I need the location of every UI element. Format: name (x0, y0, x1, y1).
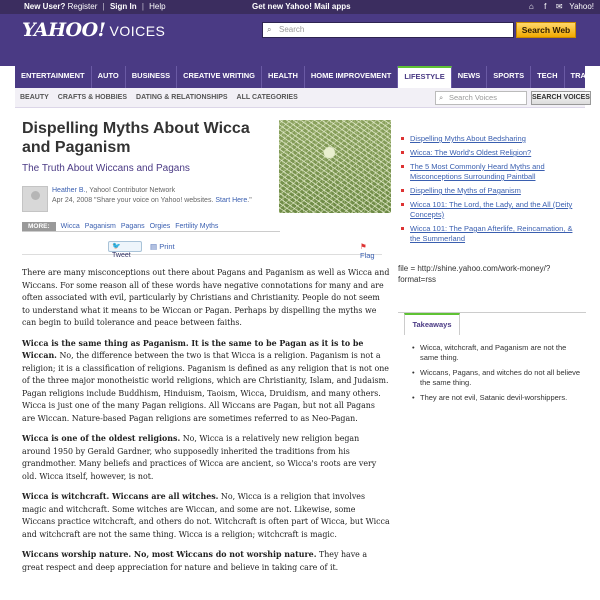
tag-link[interactable]: Orgies (149, 223, 171, 230)
nav-auto[interactable]: AUTO (92, 66, 126, 88)
tag-link[interactable]: Paganism (84, 223, 116, 230)
subnav-dating-relationships[interactable]: DATING & RELATIONSHIPS (136, 94, 228, 101)
related-link[interactable]: Dispelling Myths About Bedsharing (398, 134, 578, 144)
yahoo-voices-logo[interactable]: YAHOO! VOICES (22, 19, 166, 41)
subnav-all-categories[interactable]: ALL CATEGORIES (236, 94, 298, 101)
mail-promo-link[interactable]: Get new Yahoo! Mail apps (252, 2, 351, 11)
account-links: New User? Register | Sign In | Help (24, 2, 166, 11)
twitter-icon: 🐦 (112, 243, 121, 250)
tag-link[interactable]: Fertility Myths (175, 223, 219, 230)
related-articles (398, 134, 578, 248)
takeaway-item: • Wicca, witchcraft, and Paganism are not the same thing. (412, 343, 584, 362)
home-icon[interactable]: ⌂ (528, 2, 534, 11)
related-link[interactable]: Dispelling the Myths of Paganism (398, 186, 578, 196)
author-link[interactable]: Heather B. (52, 187, 86, 194)
takeaway-item: • Wiccans, Pagans, and witches do not all believe the same thing. (412, 368, 584, 387)
nav-tech[interactable]: TECH (531, 66, 564, 88)
myth-paragraph: Wicca is the same thing as Paganism. It is the same to be Pagan as it is to be Wiccan. No, the difference between the two is that Wicca is a religion. Paganism is not a religion; it is a classification of religions. Paganism is defined as any religion that is not one of the three major monotheistic world religions, which are Christianity, Islam, and Judaism. Pagan religions include Buddhism, Hinduism, Taoism, Wicca, Druidism, and many others. Wicca is just one of the many Pagan religions. All Wiccans are Pagan, but not all Pagans are Wiccan. Nature-based Pagan religions are sometimes referred to as Neo-Pagan. (22, 338, 389, 423)
help-link[interactable]: Help (149, 2, 166, 11)
nav-sports[interactable]: SPORTS (487, 66, 531, 88)
related-link[interactable]: Wicca 101: The Pagan Afterlife, Reincarnation, & the Summerland (398, 224, 578, 244)
search-voices-button[interactable]: SEARCH VOICES (531, 91, 591, 105)
takeaway-item: • They are not evil, Satanic devil-worshippers. (412, 393, 584, 403)
related-link[interactable]: Wicca 101: The Lord, the Lady, and the All (Deity Concepts) (398, 200, 578, 220)
yahoo-home-link[interactable]: Yahoo! (569, 2, 594, 11)
myth-paragraph: Wiccans worship nature. No, most Wiccans do not worship nature. They have a great respect and deep appreciation for nature and believe in taking care of it. (22, 550, 368, 572)
myth-paragraph: Wicca is witchcraft. Wiccans are all witches. No, Wicca is a religion that involves magic and witchcraft. Some witches are Wiccan, and some are not. Likewise, some Wiccans practice witchcraft, and others do not. Witchcraft is often part of Wicca, but Wicca and witchcraft are not the same thing. Wicca is a religion; witchcraft is magic. (22, 492, 390, 539)
subnav-beauty[interactable]: BEAUTY (20, 94, 49, 101)
feed-url-text: file = http://shine.yahoo.com/work-money/?format=rss (398, 264, 551, 284)
web-search-input[interactable]: ⌕ Search (262, 22, 514, 38)
article-photo (279, 120, 391, 213)
brand-header (0, 14, 600, 66)
related-link[interactable]: Wicca: The World's Oldest Religion? (398, 148, 578, 158)
main-nav (15, 66, 600, 88)
nav-home-improvement[interactable]: HOME IMPROVEMENT (305, 66, 398, 88)
print-button[interactable]: ▤ Print (150, 242, 175, 251)
nav-creative-writing[interactable]: CREATIVE WRITING (177, 66, 262, 88)
byline: Heather B., Yahoo! Contributor Network Apr 24, 2008 "Share your voice on Yahoo! websites. Start Here." (52, 187, 252, 204)
nav-health[interactable]: HEALTH (262, 66, 305, 88)
search-web-button[interactable]: Search Web (516, 22, 576, 38)
nav-lifestyle[interactable]: LIFESTYLE (398, 66, 451, 88)
printer-icon: ▤ (150, 242, 158, 251)
myth-paragraph: Wicca is one of the oldest religions. No, Wicca is a relatively new religion began around 1950 by Gerald Gardner, who supposedly inherited the traditions from his grandmother. Many beliefs and practices of Wicca are ancient, so Wicca's roots are very old. Wicca itself, however, is not. (22, 434, 377, 481)
search-icon: ⌕ (439, 93, 444, 102)
takeaways-list (412, 343, 584, 409)
article-title: Dispelling Myths About Wicca and Paganism (22, 120, 250, 156)
new-user-label: New User? (24, 2, 66, 11)
tag-link[interactable]: Wicca (60, 223, 80, 230)
nav-entertainment[interactable]: ENTERTAINMENT (15, 66, 92, 88)
search-icon: ⌕ (267, 25, 272, 34)
facebook-icon[interactable]: f (544, 2, 547, 11)
author-avatar[interactable] (22, 186, 48, 212)
nav-business[interactable]: BUSINESS (126, 66, 177, 88)
start-here-link[interactable]: Start Here (215, 197, 248, 204)
tweet-button[interactable]: 🐦 Tweet (108, 241, 142, 252)
tag-link[interactable]: Pagans (120, 223, 145, 230)
takeaways-tab[interactable]: Takeaways (404, 313, 460, 335)
article-subtitle: The Truth About Wiccans and Pagans (22, 163, 190, 174)
mail-icon[interactable]: ✉ (555, 2, 563, 11)
sub-nav (15, 88, 590, 108)
register-link[interactable]: Register (67, 2, 98, 11)
related-link[interactable]: The 5 Most Commonly Heard Myths and Misconceptions Surrounding Paintball (398, 162, 578, 182)
publish-date: Apr 24, 2008 (52, 197, 93, 204)
share-bar (22, 239, 382, 260)
flag-icon: ⚑ (360, 242, 367, 251)
article-body (22, 267, 390, 582)
utility-bar (0, 0, 600, 14)
voices-search-input[interactable]: ⌕ Search Voices (435, 91, 527, 105)
nav-news[interactable]: NEWS (452, 66, 488, 88)
intro-paragraph: There are many misconceptions out there about Pagans and Paganism as well as Wicca and Wiccans. For some reason all of these words have negative connotations for many and are often associated with evil, particularly by Christians and Christianity. People do not seem to understand what it means to be Wiccan or Pagan. Perhaps by dispelling the myths we can begin to build tolerance and peace between faiths. (22, 268, 390, 327)
nav-travel[interactable]: TRAVEL (565, 66, 600, 88)
tag-list (22, 222, 280, 232)
subnav-crafts-hobbies[interactable]: CRAFTS & HOBBIES (57, 94, 128, 101)
sign-in-link[interactable]: Sign In (109, 2, 137, 11)
more-label: MORE: (22, 222, 56, 231)
flag-button[interactable]: ⚑ Flag (360, 242, 375, 260)
takeaways-panel (398, 312, 586, 400)
